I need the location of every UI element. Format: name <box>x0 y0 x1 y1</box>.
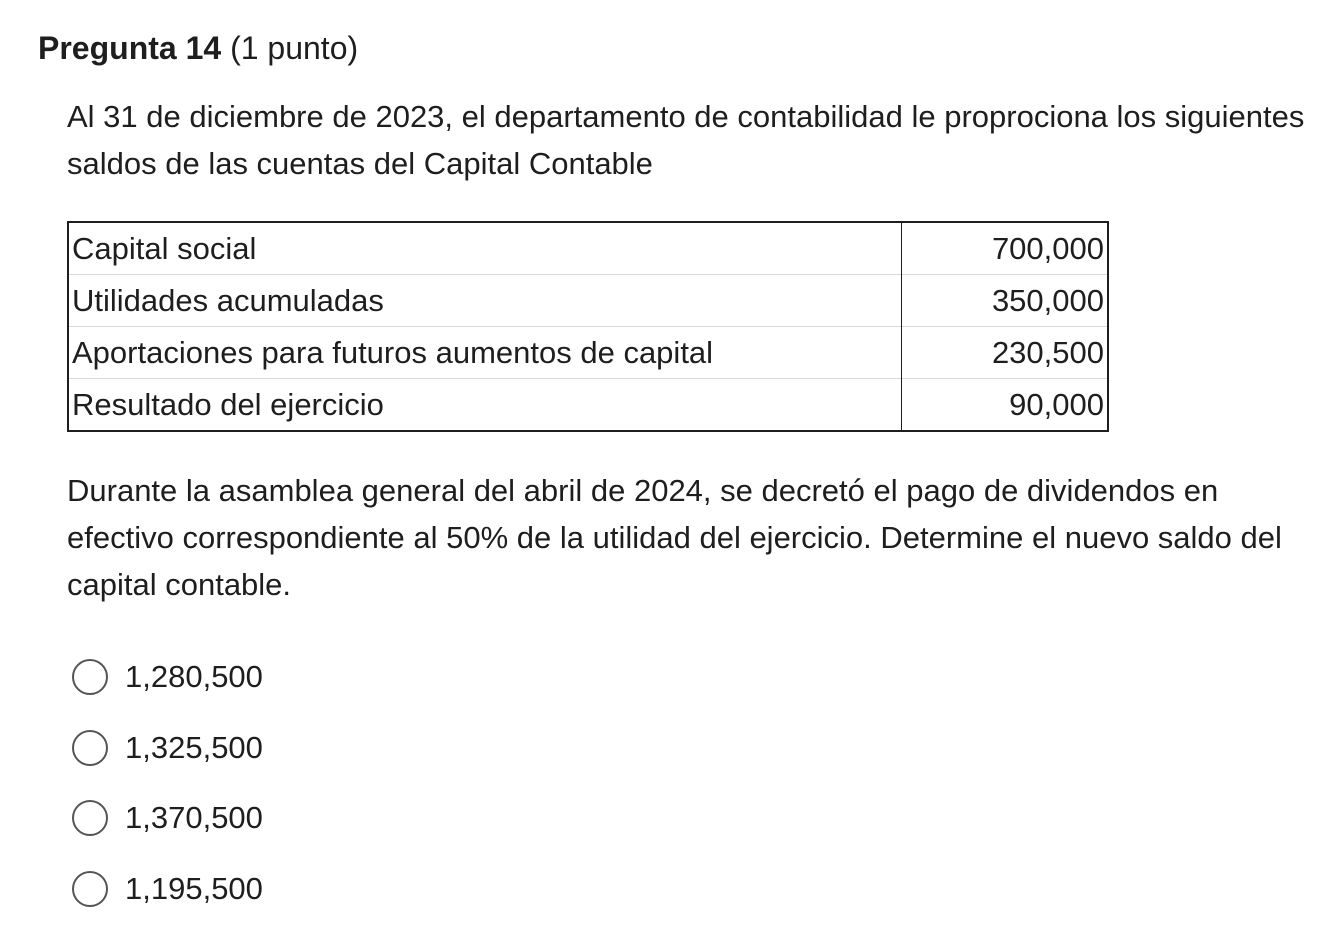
answer-option[interactable] <box>72 723 263 773</box>
balances-table <box>67 221 1109 432</box>
answer-option[interactable] <box>72 793 263 843</box>
table-row <box>68 327 1108 379</box>
radio-button[interactable] <box>72 730 108 766</box>
account-name: Resultado del ejercicio <box>68 379 902 432</box>
account-name: Utilidades acumuladas <box>68 275 902 327</box>
table-row <box>68 275 1108 327</box>
radio-button[interactable] <box>72 659 108 695</box>
answer-option[interactable] <box>72 864 263 914</box>
answer-options <box>72 652 263 934</box>
option-label[interactable]: 1,280,500 <box>125 659 263 694</box>
radio-button[interactable] <box>72 871 108 907</box>
account-name: Aportaciones para futuros aumentos de capital <box>68 327 902 379</box>
option-label[interactable]: 1,325,500 <box>125 729 263 765</box>
table-row <box>68 222 1108 275</box>
question-points: (1 punto) <box>230 30 359 66</box>
question-title: Pregunta 14 <box>38 30 222 66</box>
account-name: Capital social <box>68 222 902 275</box>
option-label[interactable]: 1,370,500 <box>125 800 263 835</box>
account-amount: 700,000 <box>991 231 1104 266</box>
answer-option[interactable] <box>72 652 263 702</box>
table-row <box>68 379 1108 432</box>
account-amount: 90,000 <box>902 379 1109 432</box>
intro-text: Al 31 de diciembre de 2023, el departamento de contabilidad le proprociona los siguientes saldos de las cuentas del Capital Contable <box>67 99 1305 181</box>
account-amount: 230,500 <box>902 327 1109 379</box>
account-amount: 350,000 <box>902 275 1109 327</box>
option-label[interactable]: 1,195,500 <box>125 870 263 906</box>
question-prompt: Durante la asamblea general del abril de 2024, se decretó el pago de dividendos en efectivo correspondiente al 50% de la utilidad del ejercicio. Determine el nuevo saldo del capital contable. <box>67 473 1282 602</box>
question-header <box>38 28 358 68</box>
radio-button[interactable] <box>72 800 108 836</box>
